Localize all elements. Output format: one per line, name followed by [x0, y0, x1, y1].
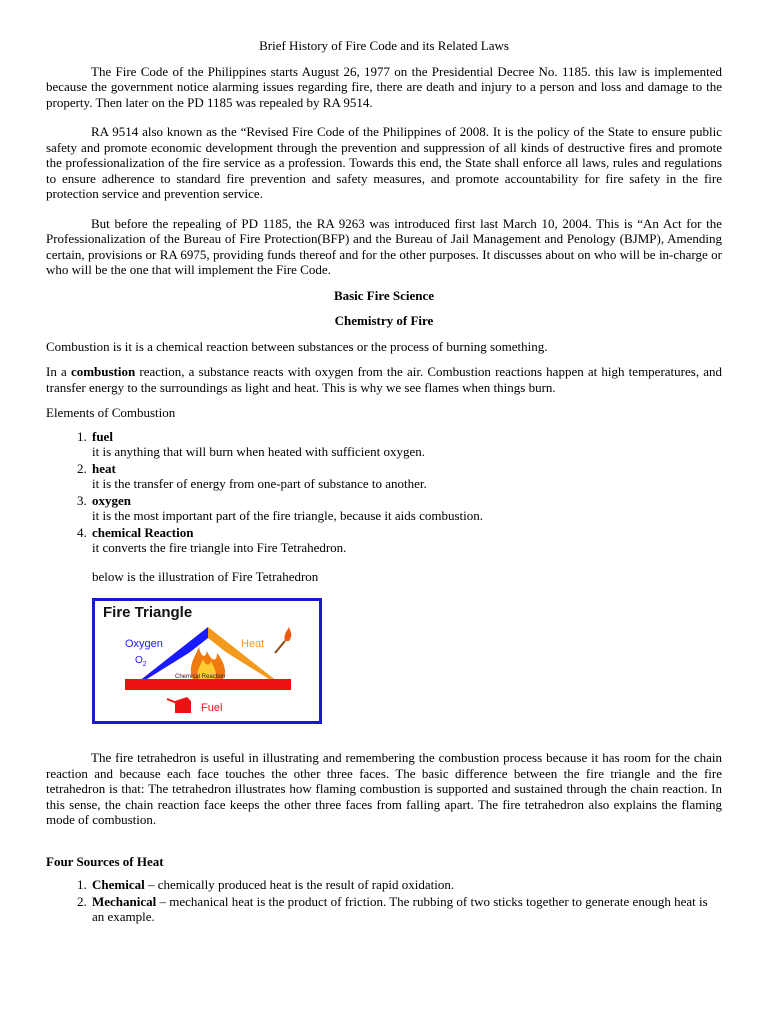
list-item: [90, 461, 722, 492]
paragraph-ra-9514: RA 9514 also known as the “Revised Fire Code of the Philippines of 2008. It is the policy of the State to ensure public safety and promote economic development through the prevention and suppression of all kinds of destructive fires and promote the professionalization of the fire service as a profession. Towards this end, the State shall enforce all laws, rules and regulations to ensure adherence to standard fire prevention and safety measures, and promote accountability for fire safety in the fire protection service and prevention service.: [46, 124, 722, 201]
match-icon: [275, 627, 291, 653]
heading-four-sources-of-heat: Four Sources of Heat: [46, 853, 164, 869]
label-o2: [135, 653, 147, 673]
heading-basic-fire-science: Basic Fire Science: [333, 287, 435, 303]
source-desc: – chemically produced heat is the result of rapid oxidation.: [144, 877, 455, 892]
document-title: Brief History of Fire Code and its Related Laws: [259, 38, 509, 53]
label-o2-sub: 2: [142, 661, 147, 668]
label-o2-base: O: [135, 655, 143, 666]
fire-triangle-figure: [92, 598, 322, 724]
source-term: Mechanical: [92, 893, 157, 909]
element-term: chemical Reaction: [92, 524, 194, 540]
element-desc: it is the transfer of energy from one-part of substance to another.: [92, 476, 427, 491]
paragraph-combustion-reaction: [46, 364, 722, 395]
text-prefix: In a: [46, 364, 71, 379]
label-fuel: Fuel: [201, 702, 223, 714]
element-term: fuel: [92, 428, 113, 444]
figure-title: Fire Triangle: [103, 604, 193, 621]
paragraph-combustion-definition: Combustion is it is a chemical reaction between substances or the process of burning something.: [46, 338, 548, 354]
element-desc: it is anything that will burn when heated with sufficient oxygen.: [92, 444, 426, 459]
list-item: [90, 429, 722, 460]
text-suffix: reaction, a substance reacts with oxygen from the air. Combustion reactions happen at high temperatures, and transfer energy to the surroundings as light and heat. This is why we see flames when things burn.: [46, 364, 723, 395]
source-desc: – mechanical heat is the product of friction. The rubbing of two sticks together to generate enough heat is an example.: [92, 893, 708, 924]
illustration-caption: below is the illustration of Fire Tetrahedron: [92, 568, 319, 584]
heat-sources-list: [46, 877, 722, 925]
fuel-can-icon: [167, 697, 191, 713]
element-term: oxygen: [92, 492, 131, 508]
source-term: Chemical: [92, 877, 145, 892]
element-desc: it is the most important part of the fire triangle, because it aids combustion.: [92, 508, 483, 523]
heading-chemistry-of-fire: Chemistry of Fire: [334, 313, 434, 328]
element-desc: it converts the fire triangle into Fire Tetrahedron.: [92, 540, 347, 555]
list-item: [90, 894, 722, 925]
elements-list: [46, 429, 722, 556]
list-item: [90, 493, 722, 524]
label-chemical-reaction: Chemical Reaction: [175, 674, 226, 680]
paragraph-ra-9263: But before the repealing of PD 1185, the RA 9263 was introduced first last March 10, 2004. This is “An Act for the Professionalization of the Bureau of Fire Protection(BFP) and the Bureau of Jail Management and Penology (BJMP), Amending certain, provisions or RA 6975, providing funds thereof and for the other purposes. It discusses about on who will be in-charge or who will be the one that will implement the Fire Code.: [46, 215, 722, 277]
list-item: [90, 525, 722, 556]
label-heat: Heat: [241, 638, 265, 650]
document-page: [46, 38, 722, 926]
label-oxygen: Oxygen: [125, 638, 163, 650]
text-combustion-bold: combustion: [70, 364, 136, 379]
paragraph-fire-tetrahedron: The fire tetrahedron is useful in illustrating and remembering the combustion process because it has room for the chain reaction and because each face touches the other three faces. The basic difference between the fire triangle and the fire tetrahedron is that: The tetrahedron illustrates how flaming combustion is supported and sustained through the chain reaction. In this sense, the chain reaction face keeps the other three faces from falling apart. The fire tetrahedron also explains the flaming mode of combustion.: [46, 750, 722, 827]
paragraph-fire-code-history: The Fire Code of the Philippines starts August 26, 1977 on the Presidential Decree No. 1185. this law is implemented because the government notice alarming issues regarding fire, there are death and injury to a person and loss and damage to the property. Then later on the PD 1185 was repealed by RA 9514.: [46, 63, 722, 110]
element-term: heat: [92, 460, 116, 476]
list-item: [90, 877, 722, 893]
heading-elements-of-combustion: Elements of Combustion: [46, 405, 176, 420]
